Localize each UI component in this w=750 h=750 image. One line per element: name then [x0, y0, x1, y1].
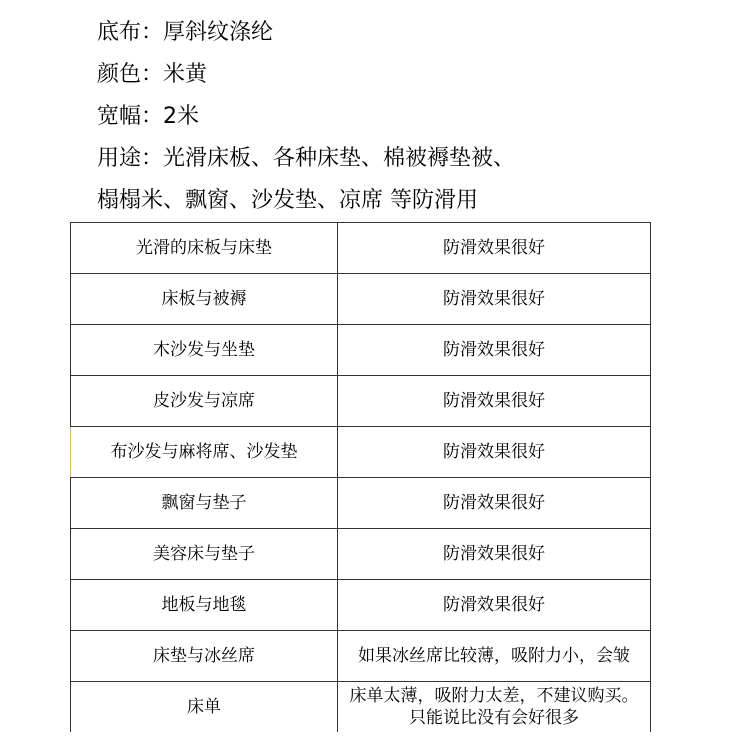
table-row [71, 478, 651, 529]
effect-table [70, 222, 651, 732]
table-row [71, 529, 651, 580]
surface-cell: 地板与地毯 [71, 580, 338, 631]
spec-line-width [97, 102, 199, 132]
effect-cell: 防滑效果很好 [338, 478, 651, 529]
effect-cell: 床单太薄，吸附力太差，不建议购买。只能说比没有会好很多 [338, 682, 651, 733]
effect-cell: 如果冰丝席比较薄，吸附力小，会皱 [338, 631, 651, 682]
spec-value: 米黄 [163, 62, 208, 87]
surface-cell: 皮沙发与凉席 [71, 376, 338, 427]
table-row [71, 427, 651, 478]
table-row [71, 631, 651, 682]
spec-value: 厚斜纹涤纶 [163, 20, 274, 45]
spec-value: 光滑床板、各种床垫、棉被褥垫被、 [163, 146, 516, 171]
surface-cell: 布沙发与麻将席、沙发垫 [71, 427, 338, 478]
spec-line-base [97, 18, 273, 48]
surface-cell: 床垫与冰丝席 [71, 631, 338, 682]
spec-label: 底布： [97, 20, 164, 45]
surface-cell: 床单 [71, 682, 338, 733]
surface-cell: 飘窗与垫子 [71, 478, 338, 529]
table-row [71, 580, 651, 631]
effect-cell: 防滑效果很好 [338, 376, 651, 427]
spec-value: 榻榻米、飘窗、沙发垫、凉席 等防滑用 [97, 188, 478, 213]
table-row [71, 376, 651, 427]
effect-cell: 防滑效果很好 [338, 274, 651, 325]
spec-label: 用途： [97, 146, 164, 171]
effect-cell: 防滑效果很好 [338, 580, 651, 631]
spec-line-usage [97, 144, 515, 174]
table-row [71, 274, 651, 325]
surface-cell: 木沙发与坐垫 [71, 325, 338, 376]
spec-line-color [97, 60, 207, 90]
spec-label: 宽幅： [97, 104, 164, 129]
surface-cell: 床板与被褥 [71, 274, 338, 325]
effect-cell: 防滑效果很好 [338, 529, 651, 580]
effect-cell: 防滑效果很好 [338, 325, 651, 376]
surface-cell: 美容床与垫子 [71, 529, 338, 580]
spec-line-usage-cont [97, 186, 478, 216]
spec-label: 颜色： [97, 62, 164, 87]
spec-value: 2米 [163, 104, 200, 129]
table-row [71, 682, 651, 733]
table-row [71, 325, 651, 376]
surface-cell: 光滑的床板与床垫 [71, 223, 338, 274]
effect-cell: 防滑效果很好 [338, 223, 651, 274]
effect-cell: 防滑效果很好 [338, 427, 651, 478]
table-row [71, 223, 651, 274]
